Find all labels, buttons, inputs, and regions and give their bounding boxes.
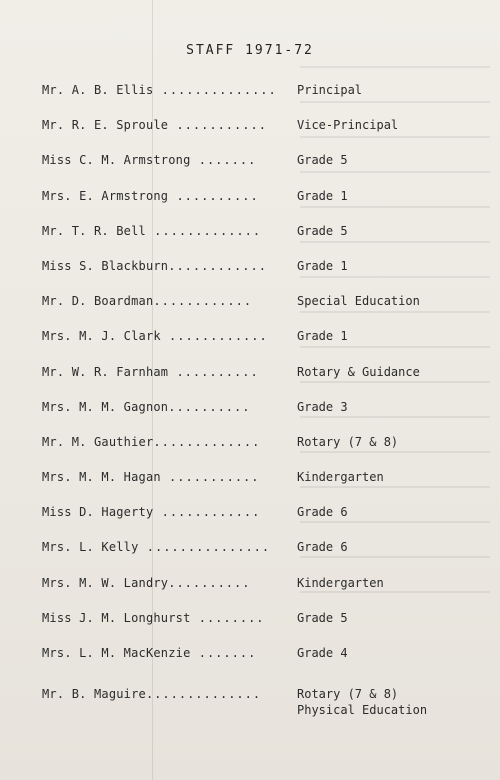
staff-name (42, 153, 294, 167)
staff-name (42, 505, 294, 519)
staff-name (42, 189, 294, 203)
leader-dots: ............ (153, 294, 253, 309)
staff-position: Rotary & Guidance (297, 364, 420, 379)
staff-name-text: Mrs. L. M. MacKenzie (42, 646, 191, 660)
staff-row (0, 646, 500, 681)
staff-row (0, 365, 500, 400)
staff-name (42, 576, 294, 590)
staff-row (0, 435, 500, 470)
leader-dots: ....... (190, 153, 257, 168)
staff-position: Rotary (7 & 8) (297, 687, 399, 702)
staff-name-text: Mr. T. R. Bell (42, 223, 146, 238)
staff-name-text: Mrs. M. J. Clark (42, 329, 161, 344)
staff-position: Kindergarten (297, 575, 384, 590)
staff-name (42, 365, 294, 379)
staff-name-text: Mr. A. B. Ellis (42, 83, 154, 97)
leader-dots: ............. (145, 223, 262, 238)
staff-position: Grade 6 (297, 505, 348, 520)
staff-row (0, 576, 500, 611)
leader-dots: ............ (153, 505, 261, 520)
staff-name (42, 646, 294, 660)
staff-position: Grade 5 (297, 610, 348, 625)
staff-row (0, 83, 500, 118)
staff-name-text: Mrs. E. Armstrong (42, 188, 169, 203)
staff-row (0, 329, 500, 364)
staff-name-text: Miss S. Blackburn (42, 258, 169, 273)
staff-row (0, 470, 500, 505)
staff-row (0, 259, 500, 294)
leader-dots: .......... (168, 364, 259, 379)
staff-position: Vice-Principal (297, 118, 399, 133)
staff-name (42, 400, 294, 414)
staff-name (42, 435, 294, 449)
staff-name (42, 687, 294, 701)
staff-row (0, 224, 500, 259)
staff-name (42, 224, 294, 238)
staff-list (0, 83, 500, 718)
staff-row (0, 505, 500, 540)
staff-name (42, 259, 294, 273)
staff-position: Grade 1 (297, 258, 348, 273)
staff-position: Kindergarten (297, 470, 384, 485)
staff-row (0, 294, 500, 329)
leader-dots: .......... (168, 399, 251, 414)
staff-row (0, 118, 500, 153)
staff-position-line-2: Physical Education (297, 703, 428, 718)
staff-name (42, 611, 294, 625)
staff-position: Special Education (297, 294, 420, 309)
staff-position: Grade 1 (297, 188, 348, 203)
staff-name-text: Miss D. Hagerty (42, 505, 154, 520)
staff-name (42, 540, 294, 554)
staff-row (0, 611, 500, 646)
staff-position: Grade 5 (297, 153, 348, 168)
leader-dots: ............. (153, 434, 261, 449)
staff-name-text: Mr. R. E. Sproule (42, 118, 169, 133)
staff-name-text: Miss C. M. Armstrong (42, 153, 191, 168)
page-title: STAFF 1971-72 (186, 43, 314, 58)
staff-name-text: Mr. W. R. Farnham (42, 364, 169, 379)
staff-name-text: Mr. B. Maguire (42, 687, 146, 702)
staff-row (0, 400, 500, 435)
staff-row (0, 189, 500, 224)
staff-position: Rotary (7 & 8) (297, 434, 399, 449)
leader-dots: ........ (190, 610, 265, 625)
staff-name (42, 294, 294, 308)
leader-dots: .......... (168, 575, 251, 590)
staff-position: Principal (297, 83, 363, 97)
staff-name (42, 83, 294, 97)
staff-position: Grade 4 (297, 646, 348, 660)
leader-dots: ............... (138, 540, 271, 555)
leader-dots: ........... (160, 470, 260, 485)
staff-name-text: Mr. M. Gauthier (42, 434, 154, 449)
staff-name (42, 470, 294, 484)
staff-position: Grade 5 (297, 223, 348, 238)
leader-dots: .............. (145, 687, 262, 702)
staff-name-text: Mrs. M. M. Hagan (42, 470, 161, 485)
staff-row (0, 540, 500, 575)
leader-dots: .......... (168, 188, 259, 203)
staff-name-text: Mrs. M. M. Gagnon (42, 399, 169, 414)
staff-name-text: Miss J. M. Longhurst (42, 610, 191, 625)
leader-dots: ....... (190, 646, 257, 660)
staff-name (42, 329, 294, 343)
staff-name-text: Mrs. M. W. Landry (42, 575, 169, 590)
staff-name-text: Mrs. L. Kelly (42, 540, 139, 555)
leader-dots: .............. (153, 83, 277, 97)
leader-dots: ............ (160, 329, 268, 344)
staff-name-text: Mr. D. Boardman (42, 294, 154, 309)
staff-position: Grade 1 (297, 329, 348, 344)
staff-name (42, 118, 294, 132)
staff-row (0, 153, 500, 188)
staff-position: Grade 3 (297, 399, 348, 414)
staff-position: Grade 6 (297, 540, 348, 555)
leader-dots: ............ (168, 258, 267, 273)
leader-dots: ........... (168, 118, 267, 133)
